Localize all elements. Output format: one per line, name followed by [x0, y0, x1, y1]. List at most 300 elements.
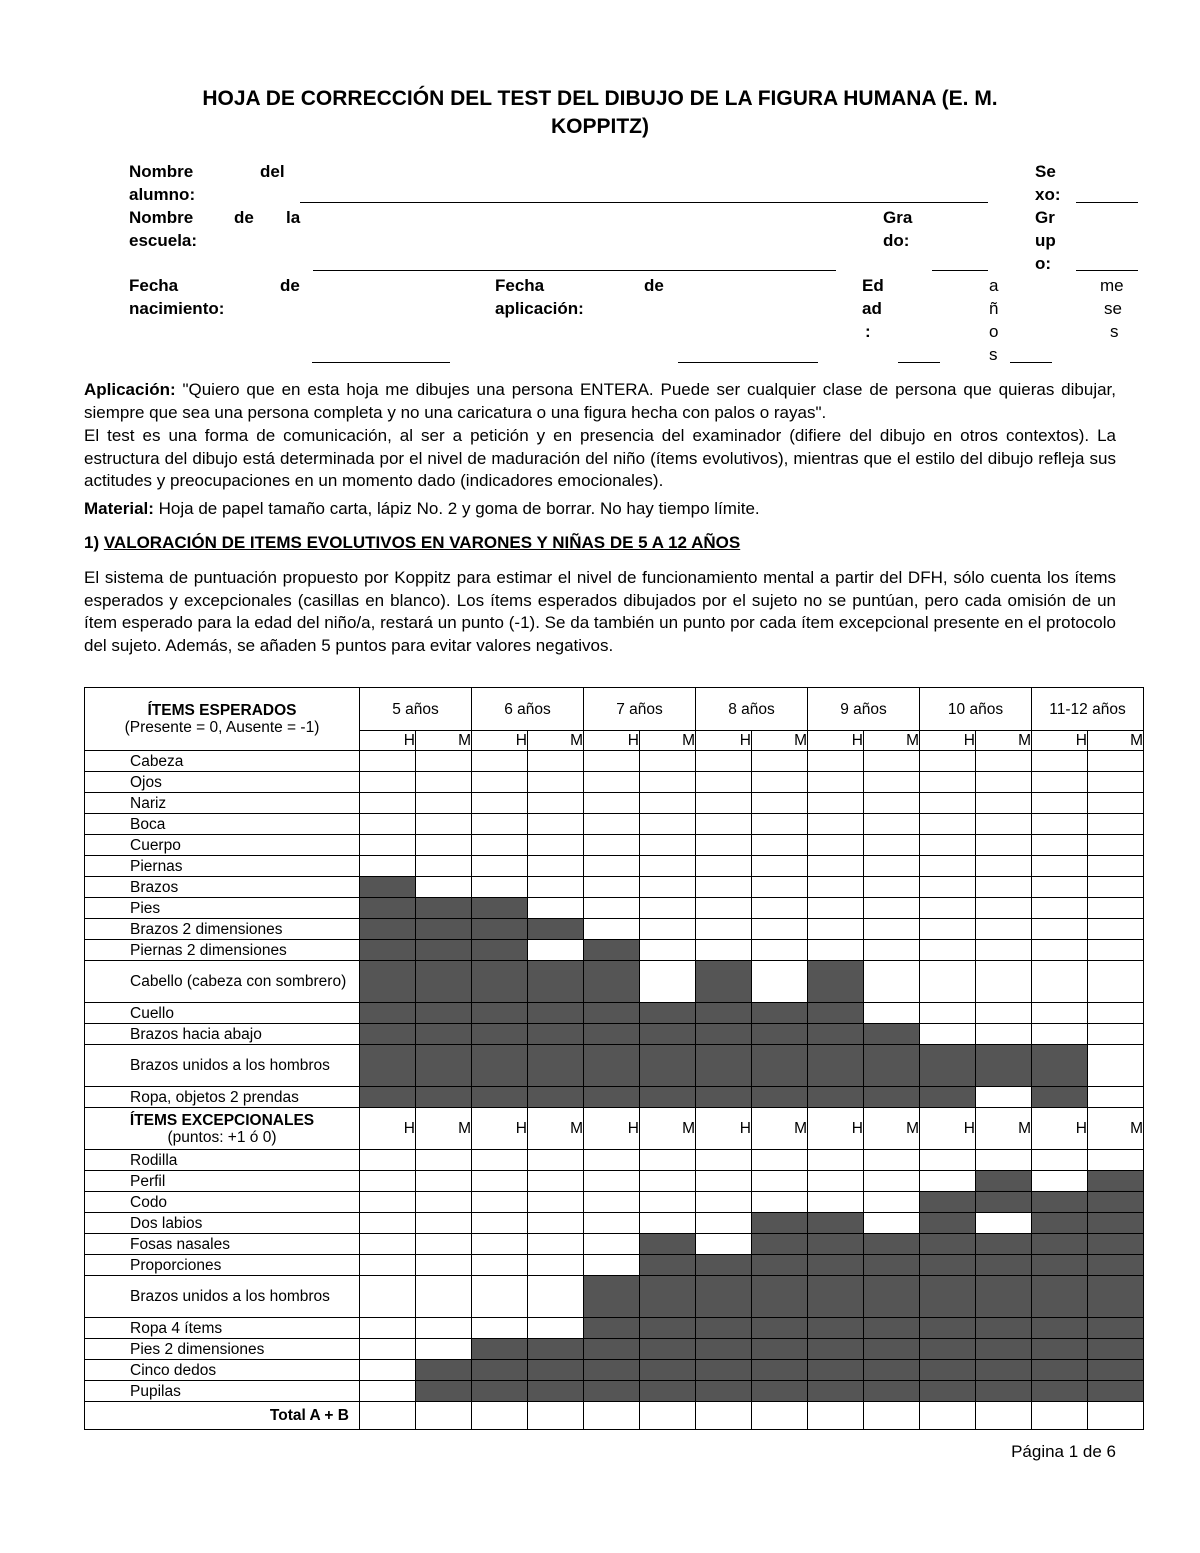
- score-cell[interactable]: [976, 772, 1032, 793]
- score-cell[interactable]: [640, 940, 696, 961]
- score-cell[interactable]: [864, 919, 920, 940]
- score-cell[interactable]: [808, 814, 864, 835]
- score-cell[interactable]: [808, 1192, 864, 1213]
- item-name: Cuello: [85, 1003, 360, 1024]
- total-cell[interactable]: [640, 1402, 696, 1430]
- score-cell[interactable]: [864, 1213, 920, 1234]
- score-cell[interactable]: [416, 751, 472, 772]
- score-cell[interactable]: [920, 772, 976, 793]
- item-name: Piernas: [85, 856, 360, 877]
- shaded-cell: [920, 1234, 976, 1255]
- total-cell[interactable]: [864, 1402, 920, 1430]
- score-cell[interactable]: [360, 1381, 416, 1402]
- score-cell[interactable]: [752, 919, 808, 940]
- total-cell[interactable]: [416, 1402, 472, 1430]
- score-cell[interactable]: [416, 772, 472, 793]
- score-cell[interactable]: [920, 793, 976, 814]
- shaded-cell: [472, 1381, 528, 1402]
- score-cell[interactable]: [416, 856, 472, 877]
- score-cell[interactable]: [1032, 856, 1088, 877]
- score-cell[interactable]: [864, 1150, 920, 1171]
- score-cell[interactable]: [584, 1255, 640, 1276]
- score-cell[interactable]: [920, 751, 976, 772]
- score-cell[interactable]: [360, 1276, 416, 1318]
- shaded-cell: [472, 1045, 528, 1087]
- score-cell[interactable]: [528, 1234, 584, 1255]
- score-cell[interactable]: [640, 814, 696, 835]
- score-cell[interactable]: [528, 898, 584, 919]
- age-header: 9 años: [808, 688, 920, 731]
- sex-m-header: M: [976, 1108, 1032, 1150]
- shaded-cell: [696, 1360, 752, 1381]
- score-cell[interactable]: [1088, 835, 1144, 856]
- score-cell[interactable]: [360, 1360, 416, 1381]
- score-cell[interactable]: [528, 1192, 584, 1213]
- score-cell[interactable]: [416, 1171, 472, 1192]
- score-cell[interactable]: [360, 1339, 416, 1360]
- score-cell[interactable]: [416, 1192, 472, 1213]
- score-cell[interactable]: [808, 898, 864, 919]
- score-cell[interactable]: [1088, 961, 1144, 1003]
- score-cell[interactable]: [416, 877, 472, 898]
- score-cell[interactable]: [808, 835, 864, 856]
- score-cell[interactable]: [360, 1255, 416, 1276]
- score-cell[interactable]: [472, 1171, 528, 1192]
- shaded-cell: [1088, 1276, 1144, 1318]
- score-cell[interactable]: [1088, 1024, 1144, 1045]
- grado-label-a: Gra: [883, 208, 913, 227]
- total-cell[interactable]: [808, 1402, 864, 1430]
- score-cell[interactable]: [976, 1150, 1032, 1171]
- score-cell[interactable]: [416, 1213, 472, 1234]
- score-cell[interactable]: [584, 1234, 640, 1255]
- score-cell[interactable]: [1032, 919, 1088, 940]
- score-cell[interactable]: [360, 814, 416, 835]
- score-cell[interactable]: [920, 919, 976, 940]
- score-cell[interactable]: [696, 1213, 752, 1234]
- score-cell[interactable]: [1088, 1045, 1144, 1087]
- total-cell[interactable]: [360, 1402, 416, 1430]
- score-cell[interactable]: [752, 1192, 808, 1213]
- shaded-cell: [416, 1381, 472, 1402]
- score-cell[interactable]: [864, 898, 920, 919]
- score-cell[interactable]: [976, 898, 1032, 919]
- score-cell[interactable]: [640, 877, 696, 898]
- item-name: Brazos hacia abajo: [85, 1024, 360, 1045]
- score-cell[interactable]: [360, 1150, 416, 1171]
- score-cell[interactable]: [1032, 898, 1088, 919]
- shaded-cell: [864, 1255, 920, 1276]
- score-cell[interactable]: [472, 814, 528, 835]
- sex-h-header: H: [1032, 1108, 1088, 1150]
- sex-field[interactable]: [1076, 202, 1138, 203]
- score-cell[interactable]: [416, 1150, 472, 1171]
- score-cell[interactable]: [864, 1171, 920, 1192]
- score-cell[interactable]: [528, 856, 584, 877]
- score-cell[interactable]: [528, 751, 584, 772]
- score-cell[interactable]: [528, 835, 584, 856]
- score-cell[interactable]: [920, 1171, 976, 1192]
- score-cell[interactable]: [752, 835, 808, 856]
- score-cell[interactable]: [1032, 751, 1088, 772]
- score-cell[interactable]: [584, 835, 640, 856]
- age-header: 8 años: [696, 688, 808, 731]
- shaded-cell: [1088, 1318, 1144, 1339]
- score-cell[interactable]: [696, 856, 752, 877]
- score-cell[interactable]: [360, 751, 416, 772]
- score-cell[interactable]: [584, 856, 640, 877]
- score-cell[interactable]: [976, 940, 1032, 961]
- score-cell[interactable]: [1032, 961, 1088, 1003]
- score-cell[interactable]: [472, 772, 528, 793]
- score-cell[interactable]: [864, 877, 920, 898]
- score-cell[interactable]: [976, 877, 1032, 898]
- score-cell[interactable]: [1088, 1003, 1144, 1024]
- score-cell[interactable]: [472, 877, 528, 898]
- score-cell[interactable]: [696, 1150, 752, 1171]
- score-cell[interactable]: [360, 1192, 416, 1213]
- score-cell[interactable]: [640, 898, 696, 919]
- score-cell[interactable]: [640, 961, 696, 1003]
- score-cell[interactable]: [752, 961, 808, 1003]
- score-cell[interactable]: [864, 814, 920, 835]
- score-cell[interactable]: [920, 877, 976, 898]
- score-cell[interactable]: [360, 835, 416, 856]
- score-cell[interactable]: [976, 751, 1032, 772]
- student-name-field[interactable]: [300, 202, 988, 203]
- score-cell[interactable]: [528, 1255, 584, 1276]
- school-name-field[interactable]: [313, 270, 836, 271]
- score-cell[interactable]: [920, 1024, 976, 1045]
- score-cell[interactable]: [416, 1234, 472, 1255]
- score-cell[interactable]: [472, 793, 528, 814]
- score-cell[interactable]: [752, 940, 808, 961]
- score-cell[interactable]: [528, 1276, 584, 1318]
- score-cell[interactable]: [584, 772, 640, 793]
- score-cell[interactable]: [752, 793, 808, 814]
- score-cell[interactable]: [360, 1318, 416, 1339]
- total-cell[interactable]: [1032, 1402, 1088, 1430]
- shaded-cell: [640, 1003, 696, 1024]
- score-cell[interactable]: [920, 814, 976, 835]
- score-cell[interactable]: [416, 1276, 472, 1318]
- shaded-cell: [360, 877, 416, 898]
- score-cell[interactable]: [752, 877, 808, 898]
- document-title: [84, 85, 1116, 141]
- score-cell[interactable]: [696, 919, 752, 940]
- shaded-cell: [640, 1255, 696, 1276]
- score-cell[interactable]: [696, 877, 752, 898]
- score-cell[interactable]: [584, 793, 640, 814]
- grado-label-b: do:: [883, 231, 910, 250]
- score-cell[interactable]: [472, 1276, 528, 1318]
- score-cell[interactable]: [472, 1255, 528, 1276]
- score-cell[interactable]: [1032, 1171, 1088, 1192]
- birth-date-field[interactable]: [312, 362, 450, 363]
- score-cell[interactable]: [808, 940, 864, 961]
- shaded-cell: [920, 1213, 976, 1234]
- score-cell[interactable]: [472, 751, 528, 772]
- score-cell[interactable]: [976, 961, 1032, 1003]
- score-cell[interactable]: [1088, 1087, 1144, 1108]
- score-cell[interactable]: [864, 856, 920, 877]
- total-cell[interactable]: [752, 1402, 808, 1430]
- score-cell[interactable]: [1088, 772, 1144, 793]
- score-cell[interactable]: [808, 877, 864, 898]
- item-name: Brazos unidos a los hombros: [85, 1276, 360, 1318]
- score-cell[interactable]: [584, 1171, 640, 1192]
- score-cell[interactable]: [1032, 793, 1088, 814]
- score-cell[interactable]: [696, 1234, 752, 1255]
- aplicacion-label: Aplicación:: [84, 380, 176, 399]
- shaded-cell: [976, 1360, 1032, 1381]
- score-cell[interactable]: [864, 835, 920, 856]
- score-cell[interactable]: [528, 1150, 584, 1171]
- page-footer: Página 1 de 6: [1011, 1442, 1116, 1461]
- score-cell[interactable]: [528, 814, 584, 835]
- score-cell[interactable]: [920, 835, 976, 856]
- score-cell[interactable]: [920, 856, 976, 877]
- application-date-field[interactable]: [678, 362, 818, 363]
- shaded-cell: [864, 1045, 920, 1087]
- score-cell[interactable]: [1088, 814, 1144, 835]
- table-row: [85, 1318, 1144, 1339]
- score-cell[interactable]: [1032, 1024, 1088, 1045]
- sex-h-header: H: [808, 1108, 864, 1150]
- score-cell[interactable]: [1032, 1150, 1088, 1171]
- shaded-cell: [920, 1339, 976, 1360]
- score-cell[interactable]: [360, 1234, 416, 1255]
- score-cell[interactable]: [472, 835, 528, 856]
- score-cell[interactable]: [976, 1213, 1032, 1234]
- score-cell[interactable]: [976, 793, 1032, 814]
- score-cell[interactable]: [752, 751, 808, 772]
- table-row: [85, 1276, 1144, 1318]
- score-cell[interactable]: [864, 793, 920, 814]
- score-cell[interactable]: [1032, 1003, 1088, 1024]
- age-years-field[interactable]: [898, 362, 940, 363]
- total-cell[interactable]: [1088, 1402, 1144, 1430]
- score-cell[interactable]: [528, 1318, 584, 1339]
- score-cell[interactable]: [752, 814, 808, 835]
- score-cell[interactable]: [1032, 877, 1088, 898]
- score-cell[interactable]: [472, 1234, 528, 1255]
- shaded-cell: [696, 1339, 752, 1360]
- sex-h-header: H: [920, 731, 976, 751]
- group-field[interactable]: [1076, 270, 1138, 271]
- score-cell[interactable]: [1088, 898, 1144, 919]
- score-cell[interactable]: [528, 793, 584, 814]
- shaded-cell: [472, 898, 528, 919]
- score-cell[interactable]: [696, 898, 752, 919]
- score-cell[interactable]: [416, 793, 472, 814]
- score-cell[interactable]: [472, 1213, 528, 1234]
- score-cell[interactable]: [584, 1192, 640, 1213]
- score-cell[interactable]: [528, 772, 584, 793]
- item-name: Brazos unidos a los hombros: [85, 1045, 360, 1087]
- score-cell[interactable]: [584, 751, 640, 772]
- score-cell[interactable]: [1088, 919, 1144, 940]
- shaded-cell: [976, 1318, 1032, 1339]
- score-cell[interactable]: [864, 772, 920, 793]
- score-cell[interactable]: [864, 1003, 920, 1024]
- score-cell[interactable]: [920, 1003, 976, 1024]
- score-cell[interactable]: [416, 835, 472, 856]
- shaded-cell: [976, 1234, 1032, 1255]
- shaded-cell: [584, 1276, 640, 1318]
- score-cell[interactable]: [640, 1171, 696, 1192]
- score-cell[interactable]: [976, 1024, 1032, 1045]
- score-cell[interactable]: [696, 751, 752, 772]
- score-cell[interactable]: [1088, 751, 1144, 772]
- total-cell[interactable]: [528, 1402, 584, 1430]
- score-cell[interactable]: [640, 772, 696, 793]
- score-cell[interactable]: [1088, 793, 1144, 814]
- score-cell[interactable]: [864, 751, 920, 772]
- score-cell[interactable]: [640, 1213, 696, 1234]
- score-cell[interactable]: [1088, 940, 1144, 961]
- score-cell[interactable]: [920, 961, 976, 1003]
- score-cell[interactable]: [360, 1213, 416, 1234]
- sexo-label-a: Se: [1035, 162, 1056, 181]
- score-cell[interactable]: [752, 898, 808, 919]
- score-cell[interactable]: [360, 1171, 416, 1192]
- item-name: Boca: [85, 814, 360, 835]
- score-cell[interactable]: [472, 856, 528, 877]
- score-cell[interactable]: [696, 1192, 752, 1213]
- score-cell[interactable]: [1032, 772, 1088, 793]
- score-cell[interactable]: [640, 1150, 696, 1171]
- age-months-field[interactable]: [1010, 362, 1052, 363]
- score-cell[interactable]: [752, 856, 808, 877]
- score-cell[interactable]: [696, 814, 752, 835]
- score-cell[interactable]: [920, 940, 976, 961]
- score-cell[interactable]: [696, 835, 752, 856]
- score-cell[interactable]: [528, 1213, 584, 1234]
- total-cell[interactable]: [976, 1402, 1032, 1430]
- score-cell[interactable]: [864, 940, 920, 961]
- score-cell[interactable]: [752, 1150, 808, 1171]
- score-cell[interactable]: [1032, 940, 1088, 961]
- fnac-label-word2: de: [280, 276, 300, 295]
- total-cell[interactable]: [584, 1402, 640, 1430]
- score-cell[interactable]: [752, 1171, 808, 1192]
- sex-m-header: M: [864, 1108, 920, 1150]
- score-cell[interactable]: [864, 1192, 920, 1213]
- score-cell[interactable]: [976, 1087, 1032, 1108]
- score-cell[interactable]: [1088, 877, 1144, 898]
- score-cell[interactable]: [808, 1150, 864, 1171]
- score-cell[interactable]: [640, 1192, 696, 1213]
- item-name: Ojos: [85, 772, 360, 793]
- score-cell[interactable]: [416, 1255, 472, 1276]
- grade-field[interactable]: [932, 270, 988, 271]
- score-cell[interactable]: [976, 919, 1032, 940]
- score-cell[interactable]: [752, 772, 808, 793]
- shaded-cell: [864, 1360, 920, 1381]
- score-cell[interactable]: [808, 919, 864, 940]
- score-cell[interactable]: [640, 751, 696, 772]
- score-cell[interactable]: [696, 1171, 752, 1192]
- sex-m-header: M: [1088, 731, 1144, 751]
- score-cell[interactable]: [640, 793, 696, 814]
- shaded-cell: [360, 1024, 416, 1045]
- scoring-table: [84, 687, 1144, 1430]
- shaded-cell: [584, 961, 640, 1003]
- nombre-label-word2: del: [260, 162, 285, 181]
- table-row: [85, 898, 1144, 919]
- score-cell[interactable]: [584, 877, 640, 898]
- score-cell[interactable]: [1032, 835, 1088, 856]
- score-cell[interactable]: [640, 919, 696, 940]
- score-cell[interactable]: [360, 856, 416, 877]
- score-cell[interactable]: [808, 1171, 864, 1192]
- total-cell[interactable]: [920, 1402, 976, 1430]
- score-cell[interactable]: [1032, 814, 1088, 835]
- sex-h-header: H: [584, 731, 640, 751]
- score-cell[interactable]: [808, 793, 864, 814]
- score-cell[interactable]: [1088, 856, 1144, 877]
- item-name: Brazos: [85, 877, 360, 898]
- score-cell[interactable]: [472, 1150, 528, 1171]
- score-cell[interactable]: [696, 772, 752, 793]
- score-cell[interactable]: [472, 1318, 528, 1339]
- table-row: [85, 1192, 1144, 1213]
- score-cell[interactable]: [584, 898, 640, 919]
- score-cell[interactable]: [416, 1318, 472, 1339]
- score-cell[interactable]: [640, 835, 696, 856]
- score-cell[interactable]: [808, 772, 864, 793]
- score-cell[interactable]: [472, 1192, 528, 1213]
- title-line-1: HOJA DE CORRECCIÓN DEL TEST DEL DIBUJO DE LA FIGURA HUMANA (E. M.: [202, 87, 998, 110]
- score-cell[interactable]: [1088, 1150, 1144, 1171]
- score-cell[interactable]: [416, 814, 472, 835]
- score-cell[interactable]: [584, 919, 640, 940]
- score-cell[interactable]: [976, 835, 1032, 856]
- total-cell[interactable]: [696, 1402, 752, 1430]
- score-cell[interactable]: [808, 751, 864, 772]
- score-cell[interactable]: [920, 1150, 976, 1171]
- shaded-cell: [920, 1381, 976, 1402]
- shaded-cell: [696, 1255, 752, 1276]
- score-cell[interactable]: [976, 1003, 1032, 1024]
- score-cell[interactable]: [528, 877, 584, 898]
- score-cell[interactable]: [416, 1339, 472, 1360]
- shaded-cell: [528, 1087, 584, 1108]
- fnac-label-word1: Fecha: [129, 276, 179, 295]
- score-cell[interactable]: [360, 772, 416, 793]
- score-cell[interactable]: [528, 1171, 584, 1192]
- score-cell[interactable]: [640, 856, 696, 877]
- shaded-cell: [1032, 1045, 1088, 1087]
- score-cell[interactable]: [528, 940, 584, 961]
- score-cell[interactable]: [696, 940, 752, 961]
- score-cell[interactable]: [360, 793, 416, 814]
- score-cell[interactable]: [864, 961, 920, 1003]
- score-cell[interactable]: [584, 814, 640, 835]
- total-cell[interactable]: [472, 1402, 528, 1430]
- score-cell[interactable]: [696, 793, 752, 814]
- score-cell[interactable]: [584, 1213, 640, 1234]
- score-cell[interactable]: [976, 814, 1032, 835]
- shaded-cell: [808, 1234, 864, 1255]
- score-cell[interactable]: [920, 898, 976, 919]
- score-cell[interactable]: [976, 856, 1032, 877]
- shaded-cell: [808, 1360, 864, 1381]
- score-cell[interactable]: [808, 856, 864, 877]
- score-cell[interactable]: [584, 1150, 640, 1171]
- escuela-label-word4: escuela:: [129, 231, 198, 250]
